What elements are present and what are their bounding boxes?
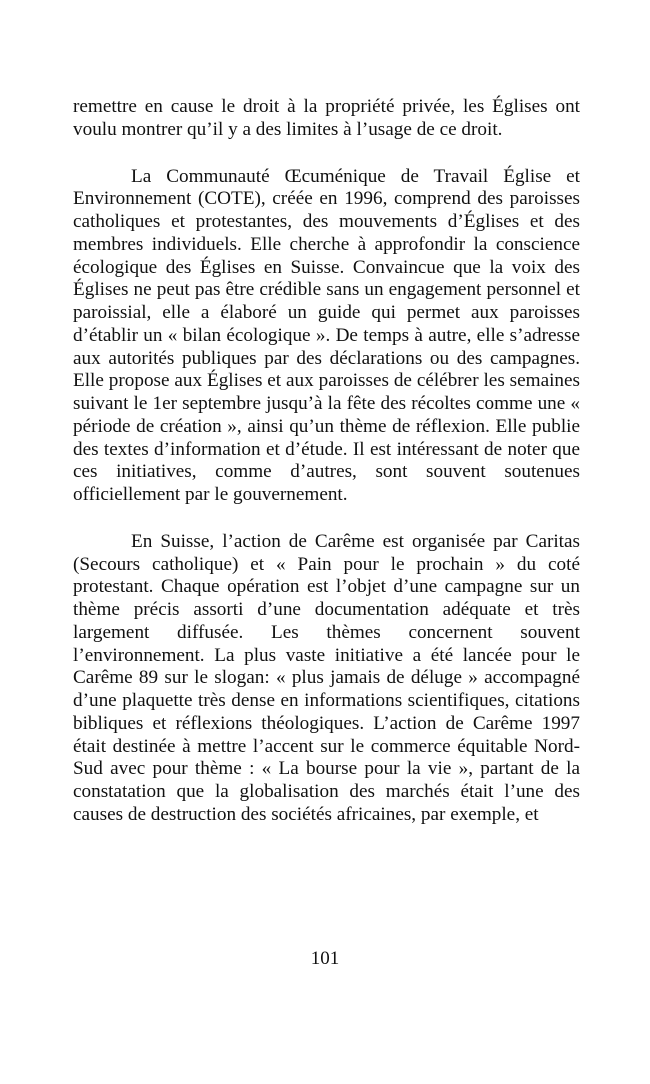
paragraph-continuation: remettre en cause le droit à la propriété privée, les Églises ont voulu montrer qu’il y a des limites à l’usage de ce droit. — [73, 96, 580, 140]
paragraph-cote: La Communauté Œcuménique de Travail Église et Environnement (COTE), créée en 1996, comprend des paroisses catholiques et protestantes, des mouvements d’Églises et des membres individuels. Elle cherche à approfondir la conscience écologique des Églises en Suisse. Convaincue que la voix des Églises ne peut pas être crédible sans un engagement personnel et paroissial, elle a élaboré un guide qui permet aux paroisses d’établir un « bilan écologique ». De temps à autre, elle s’adresse aux autorités publiques par des déclarations ou des campagnes. Elle propose aux Églises et aux paroisses de célébrer les semaines suivant le 1er septembre jusqu’à la fête des récoltes comme une « période de création », ainsi qu’un thème de réflexion. Elle publie des textes d’information et d’étude. Il est intéressant de noter que ces initiatives, comme d’autres, sont souvent soutenues officiellement par le gouvernement. — [73, 165, 580, 505]
page-number: 101 — [310, 948, 340, 969]
paragraph-careme: En Suisse, l’action de Carême est organisée par Caritas (Secours catholique) et « Pain pour le prochain » du coté protestant. Chaque opération est l’objet d’une campagne sur un thème précis assorti d’une documentation adéquate et très largement diffusée. Les thèmes concernent souvent l’environnement. La plus vaste initiative a été lancée pour le Carême 89 sur le slogan: « plus jamais de déluge » accompagné d’une plaquette très dense en informations scientifiques, citations bibliques et réflexions théologiques. L’action de Carême 1997 était destinée à mettre l’accent sur le commerce équitable Nord-Sud avec pour thème : « La bourse pour la vie », partant de la constatation que la globalisation des marchés était l’une des causes de destruction des sociétés africaines, par exemple, et — [73, 530, 580, 825]
page-body — [73, 96, 580, 827]
